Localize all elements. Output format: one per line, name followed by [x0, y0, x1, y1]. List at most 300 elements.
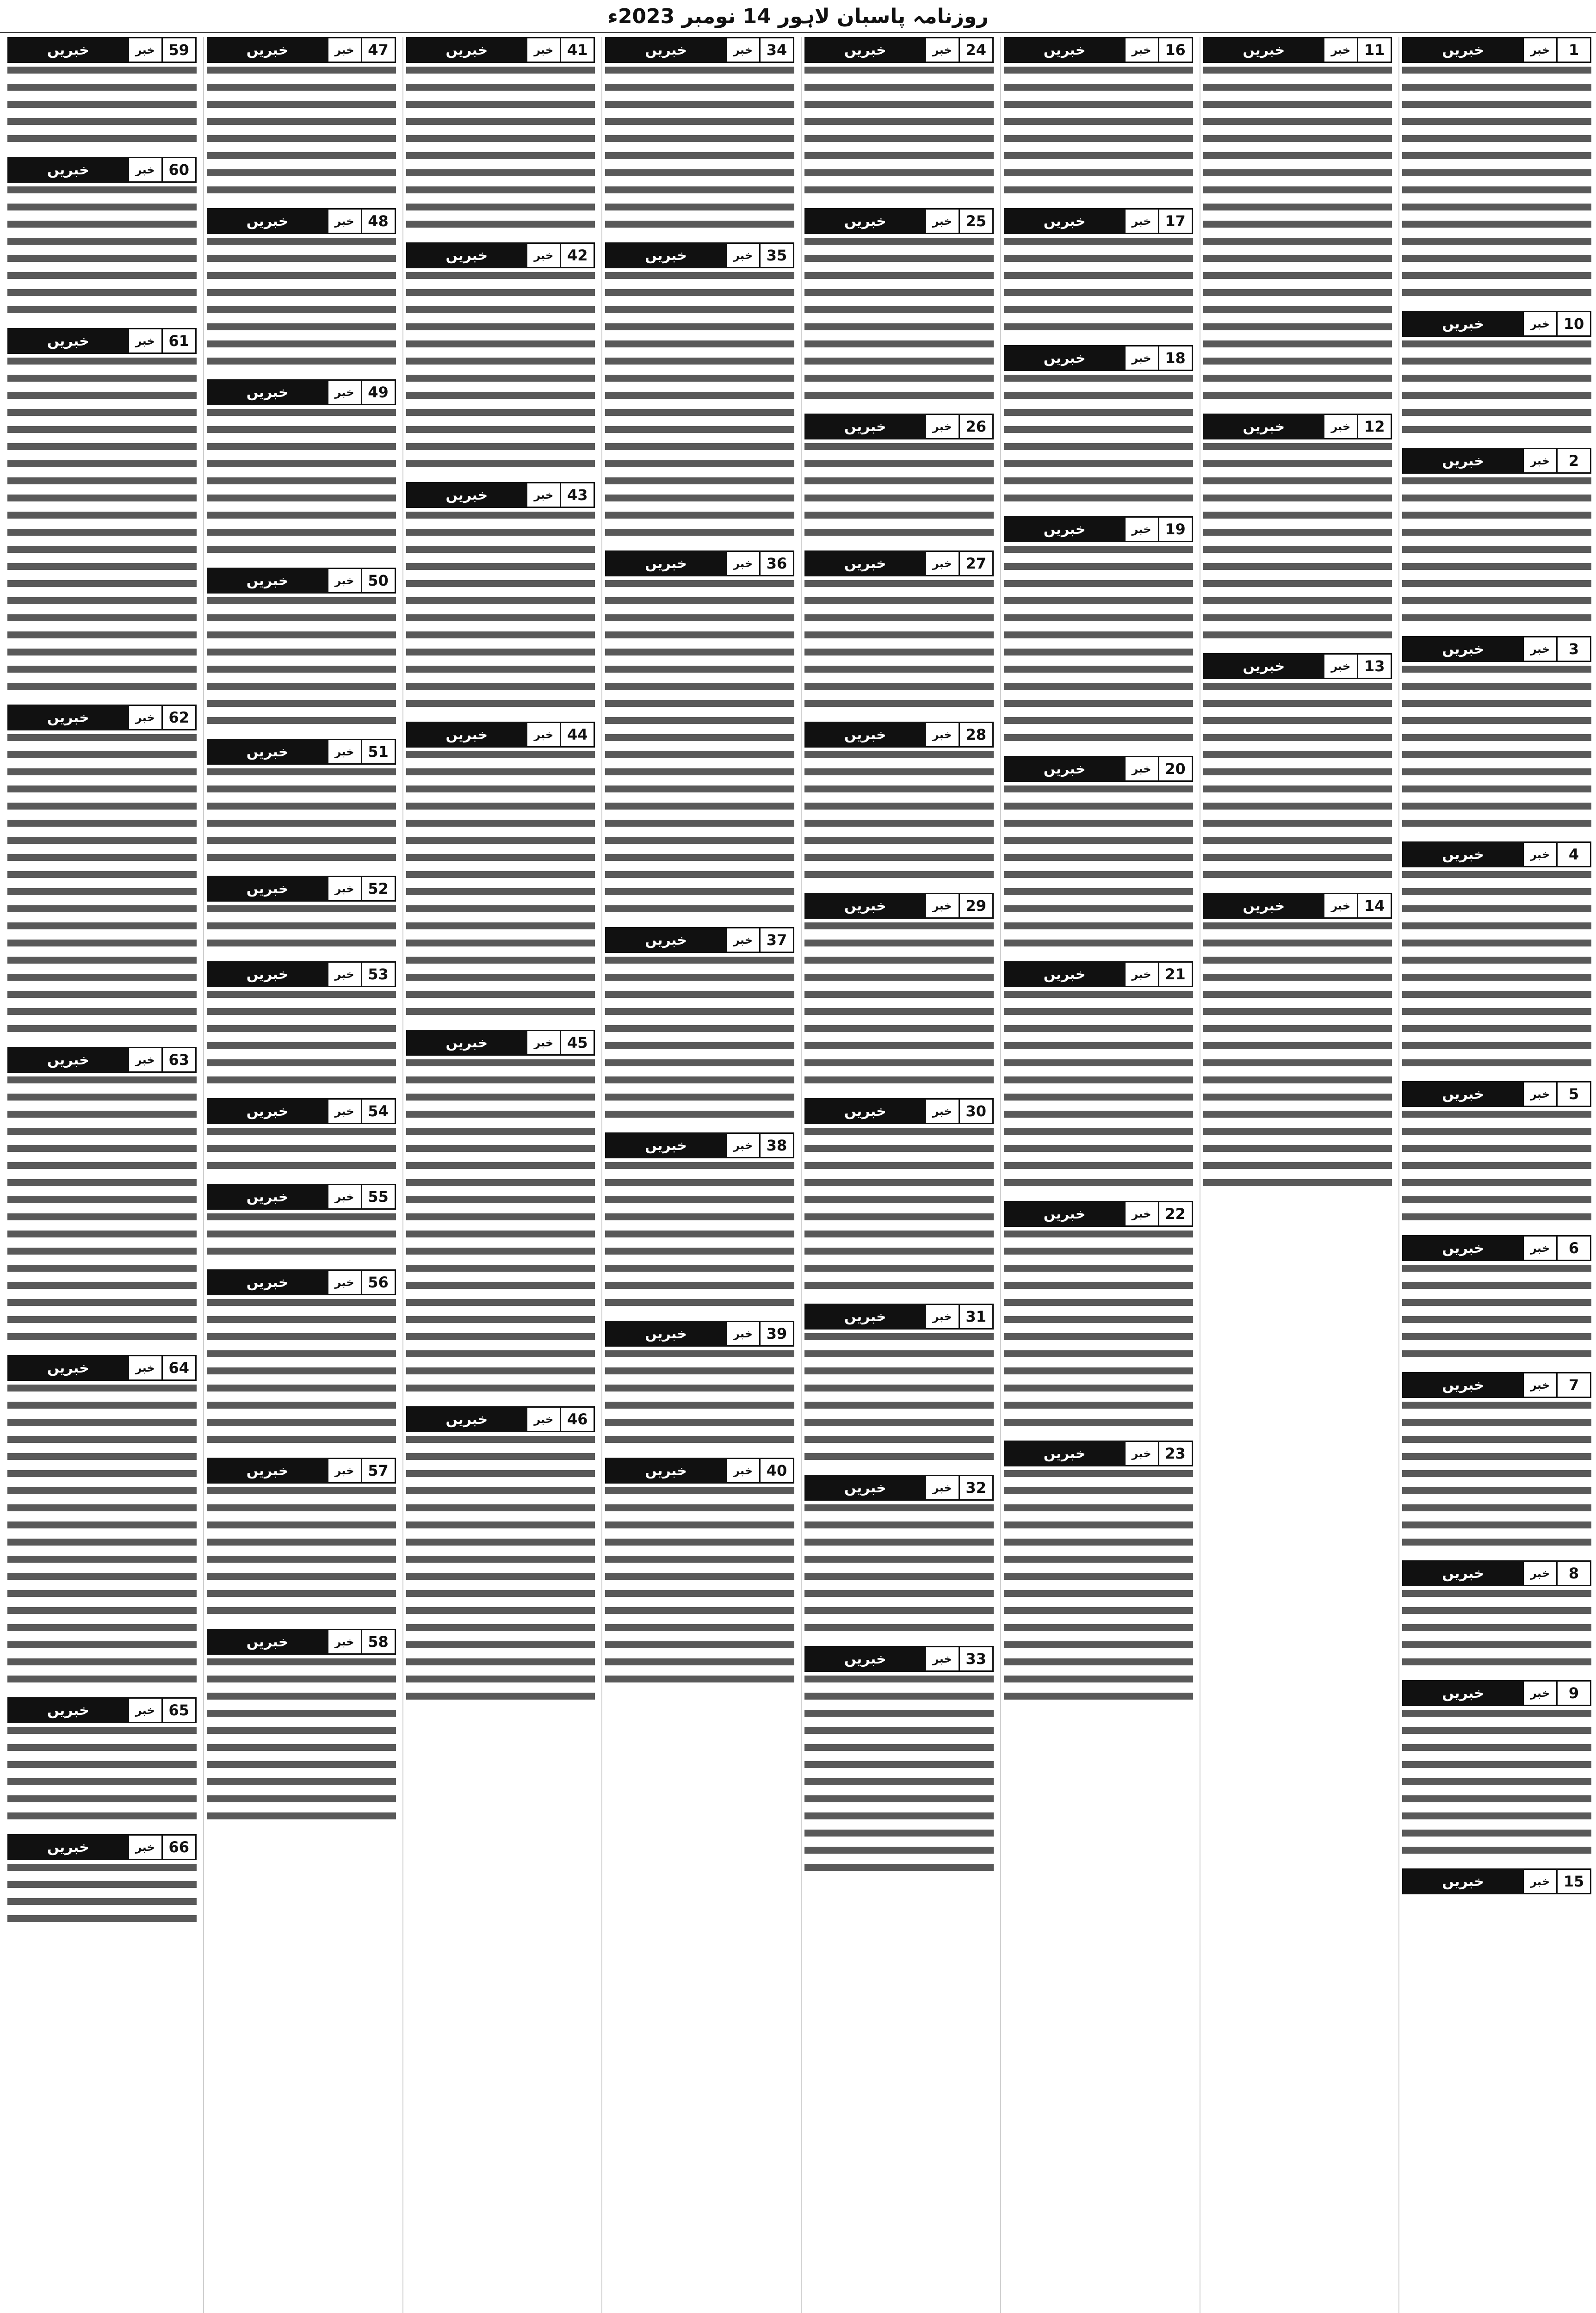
news-item-logo: خبر	[925, 1476, 960, 1499]
news-item-logo: خبر	[925, 38, 960, 62]
news-item	[605, 242, 794, 544]
news-item-number: 23	[1159, 1442, 1192, 1465]
news-item-body	[1402, 337, 1591, 441]
news-item-number: 66	[163, 1836, 195, 1859]
news-item-header	[406, 482, 595, 508]
news-item	[804, 1098, 994, 1297]
news-item-header	[7, 705, 197, 730]
news-item	[207, 208, 396, 373]
news-item-label: خبریں	[208, 569, 327, 592]
news-item	[1203, 414, 1392, 647]
news-item-header	[1402, 37, 1591, 63]
news-item-logo: خبر	[1124, 210, 1159, 233]
news-item-label: خبریں	[1404, 1373, 1522, 1397]
news-item	[406, 37, 595, 236]
news-item-label: خبریں	[806, 38, 925, 62]
news-item-number: 48	[362, 210, 395, 233]
news-item-header	[1004, 1201, 1193, 1227]
news-item-number: 16	[1159, 38, 1192, 62]
news-item-label: خبریں	[806, 1647, 925, 1670]
news-item-label: خبریں	[1205, 655, 1324, 678]
news-item-label: خبریں	[1205, 38, 1324, 62]
news-item-label: خبریں	[408, 38, 526, 62]
news-item-label: خبریں	[806, 552, 925, 575]
news-item-logo: خبر	[526, 244, 561, 267]
news-item-logo: خبر	[725, 38, 761, 62]
news-item-logo: خبر	[327, 1185, 362, 1208]
news-item-body	[406, 268, 595, 476]
news-item-label: خبریں	[1404, 312, 1522, 335]
news-item	[406, 242, 595, 476]
news-item-label: خبریں	[208, 1459, 327, 1482]
news-item-label: خبریں	[1404, 38, 1522, 62]
news-item	[1402, 841, 1591, 1075]
news-item	[1203, 37, 1392, 407]
news-item-logo: خبر	[327, 569, 362, 592]
news-item-logo: خبر	[327, 1459, 362, 1482]
news-column	[402, 37, 595, 2313]
news-item-header	[1402, 841, 1591, 867]
news-item-body	[1402, 1706, 1591, 1862]
news-item-number: 42	[561, 244, 594, 267]
news-item-header	[1203, 414, 1392, 439]
news-item-logo: خبر	[1522, 1082, 1558, 1106]
news-item-number: 34	[761, 38, 793, 62]
news-item-label: خبریں	[806, 1476, 925, 1499]
news-item-header	[605, 1321, 794, 1347]
news-item-header	[207, 739, 396, 765]
news-item-header	[7, 328, 197, 354]
news-item-label: خبریں	[1005, 1202, 1124, 1225]
news-item-body	[207, 1295, 396, 1451]
news-item	[1004, 961, 1193, 1194]
news-item-logo: خبر	[128, 1048, 163, 1071]
news-item-number: 63	[163, 1048, 195, 1071]
news-item-logo: خبر	[925, 894, 960, 917]
news-item-logo: خبر	[327, 1271, 362, 1294]
news-item-logo: خبر	[1522, 1562, 1558, 1585]
news-item-body	[7, 354, 197, 698]
news-item	[605, 37, 794, 236]
news-item-body	[1004, 63, 1193, 202]
news-item-body	[804, 576, 994, 715]
news-item-logo: خبر	[725, 244, 761, 267]
news-item-body	[1004, 1227, 1193, 1434]
news-item-body	[1402, 1894, 1591, 1896]
news-item-number: 5	[1558, 1082, 1590, 1106]
news-item-header	[406, 1030, 595, 1056]
news-item-logo: خبر	[1522, 1237, 1558, 1260]
news-item-body	[1004, 542, 1193, 749]
news-item-number: 28	[960, 723, 992, 746]
news-item-number: 38	[761, 1134, 793, 1157]
news-item	[406, 1030, 595, 1400]
news-item-header	[605, 1132, 794, 1158]
news-item-body	[207, 1484, 396, 1622]
news-item-label: خبریں	[1404, 637, 1522, 661]
news-item-header	[1004, 516, 1193, 542]
news-column	[1000, 37, 1193, 2313]
news-item-logo: خبر	[128, 706, 163, 729]
news-column	[1398, 37, 1591, 2313]
news-item-label: خبریں	[208, 1100, 327, 1123]
news-item	[804, 1646, 994, 1879]
news-item-header	[207, 1098, 396, 1124]
news-item-label: خبریں	[9, 158, 128, 181]
news-item-label: خبریں	[408, 723, 526, 746]
news-item-number: 31	[960, 1305, 992, 1328]
news-item-number: 27	[960, 552, 992, 575]
news-item	[207, 1458, 396, 1622]
news-item-header	[1402, 1868, 1591, 1894]
news-item	[1203, 653, 1392, 886]
news-item	[1004, 1441, 1193, 1708]
news-item	[605, 1458, 794, 1691]
news-column	[1200, 37, 1392, 2313]
news-item-label: خبریں	[606, 928, 725, 952]
news-item-header	[7, 1047, 197, 1073]
news-item-number: 32	[960, 1476, 992, 1499]
news-item-logo: خبر	[1124, 1442, 1159, 1465]
news-item-header	[1402, 448, 1591, 474]
news-item-logo: خبر	[725, 552, 761, 575]
news-item-logo: خبر	[327, 877, 362, 900]
news-item-logo: خبر	[1522, 1373, 1558, 1397]
news-item-logo: خبر	[725, 928, 761, 952]
news-item	[1402, 636, 1591, 835]
news-item	[7, 705, 197, 1040]
news-item-number: 19	[1159, 518, 1192, 541]
news-item-header	[605, 927, 794, 953]
news-item-header	[207, 568, 396, 594]
news-item-body	[1004, 1466, 1193, 1708]
news-item-logo: خبر	[1124, 38, 1159, 62]
news-item	[1402, 1560, 1591, 1674]
news-item-number: 6	[1558, 1237, 1590, 1260]
news-item-number: 33	[960, 1647, 992, 1670]
news-item	[804, 414, 994, 544]
news-item-number: 65	[163, 1699, 195, 1722]
news-item	[406, 482, 595, 715]
news-item-header	[804, 1475, 994, 1501]
news-item-body	[804, 1330, 994, 1468]
news-item-label: خبریں	[806, 894, 925, 917]
news-item	[207, 1629, 396, 1828]
news-item-body	[1402, 63, 1591, 304]
news-item-number: 62	[163, 706, 195, 729]
news-item-logo: خبر	[925, 415, 960, 438]
news-item-logo: خبر	[925, 1305, 960, 1328]
news-item-body	[1203, 439, 1392, 647]
news-item-header	[207, 1458, 396, 1484]
news-item	[605, 1321, 794, 1451]
news-item-label: خبریں	[606, 552, 725, 575]
news-item-number: 21	[1159, 963, 1192, 986]
news-item-body	[1004, 987, 1193, 1194]
news-item-header	[1004, 1441, 1193, 1466]
news-item-number: 47	[362, 38, 395, 62]
news-item-body	[1402, 1586, 1591, 1674]
news-item	[207, 739, 396, 869]
news-item	[1402, 1868, 1591, 1896]
news-item-label: خبریں	[806, 723, 925, 746]
news-item-number: 58	[362, 1630, 395, 1653]
news-item	[207, 379, 396, 561]
news-item-body	[1203, 919, 1392, 1194]
news-item-label: خبریں	[1404, 1682, 1522, 1705]
news-item	[1402, 37, 1591, 304]
news-item-number: 18	[1159, 346, 1192, 370]
news-item-body	[1402, 1107, 1591, 1229]
news-item-number: 55	[362, 1185, 395, 1208]
news-item-number: 11	[1358, 38, 1391, 62]
news-item-number: 25	[960, 210, 992, 233]
news-item-number: 22	[1159, 1202, 1192, 1225]
news-item-body	[605, 63, 794, 236]
news-item-logo: خبر	[925, 723, 960, 746]
news-item-header	[1402, 311, 1591, 337]
news-item	[1004, 345, 1193, 510]
news-item-number: 54	[362, 1100, 395, 1123]
news-item-header	[804, 550, 994, 576]
news-item-label: خبریں	[408, 244, 526, 267]
news-item	[406, 722, 595, 1023]
news-item-header	[1402, 1560, 1591, 1586]
news-item-body	[1402, 867, 1591, 1075]
news-item-logo: خبر	[1522, 449, 1558, 472]
news-item	[804, 1475, 994, 1639]
news-item-body	[804, 63, 994, 202]
news-item	[7, 37, 197, 150]
news-item-number: 64	[163, 1356, 195, 1379]
news-item-label: خبریں	[606, 38, 725, 62]
news-item	[7, 1834, 197, 1930]
news-item-number: 20	[1159, 757, 1192, 780]
news-item-body	[406, 1056, 595, 1400]
news-item-logo: خبر	[526, 723, 561, 746]
news-item-header	[804, 722, 994, 748]
news-item-body	[1004, 371, 1193, 510]
news-item-logo: خبر	[128, 329, 163, 353]
news-item-logo: خبر	[725, 1322, 761, 1345]
news-item-body	[207, 902, 396, 955]
news-item	[207, 876, 396, 955]
news-item-label: خبریں	[9, 1356, 128, 1379]
news-item-number: 60	[163, 158, 195, 181]
news-item-number: 41	[561, 38, 594, 62]
news-item-header	[406, 722, 595, 748]
news-item-body	[804, 1124, 994, 1297]
news-item-logo: خبر	[327, 210, 362, 233]
news-item-logo: خبر	[1522, 637, 1558, 661]
news-item-number: 40	[761, 1459, 793, 1482]
news-item	[605, 1132, 794, 1314]
news-item	[1402, 1680, 1591, 1862]
news-column	[801, 37, 994, 2313]
news-item	[1402, 1081, 1591, 1229]
news-item	[1402, 448, 1591, 630]
news-item-number: 24	[960, 38, 992, 62]
news-item-label: خبریں	[9, 38, 128, 62]
news-item-header	[207, 37, 396, 63]
news-item	[7, 1355, 197, 1691]
news-item-number: 13	[1358, 655, 1391, 678]
news-item-body	[605, 1158, 794, 1314]
news-item-logo: خبر	[327, 1630, 362, 1653]
news-item-logo: خبر	[128, 1836, 163, 1859]
news-item-label: خبریں	[408, 1408, 526, 1431]
news-item-label: خبریں	[208, 877, 327, 900]
news-item-label: خبریں	[208, 1185, 327, 1208]
news-item-number: 52	[362, 877, 395, 900]
news-item-header	[605, 550, 794, 576]
news-item-label: خبریں	[1005, 757, 1124, 780]
news-item-number: 2	[1558, 449, 1590, 472]
news-item-body	[207, 765, 396, 869]
news-item-label: خبریں	[1005, 38, 1124, 62]
news-item-label: خبریں	[408, 483, 526, 507]
news-item-body	[804, 1672, 994, 1879]
news-item-logo: خبر	[925, 1100, 960, 1123]
news-item-label: خبریں	[806, 210, 925, 233]
news-item-body	[1402, 662, 1591, 835]
news-item-header	[804, 1646, 994, 1672]
news-item	[207, 1184, 396, 1263]
news-item-logo: خبر	[128, 38, 163, 62]
news-item-number: 39	[761, 1322, 793, 1345]
news-item-logo: خبر	[526, 483, 561, 507]
news-item-body	[7, 1860, 197, 1930]
news-item-logo: خبر	[128, 1356, 163, 1379]
news-item	[1203, 893, 1392, 1194]
news-item-body	[804, 1501, 994, 1639]
news-item-number: 49	[362, 381, 395, 404]
news-item-header	[1203, 893, 1392, 919]
news-item-label: خبریں	[806, 415, 925, 438]
news-item-body	[605, 953, 794, 1126]
news-item-label: خبریں	[606, 1459, 725, 1482]
news-item-header	[1004, 208, 1193, 234]
news-item	[7, 328, 197, 698]
news-item-number: 37	[761, 928, 793, 952]
news-item-logo: خبر	[526, 38, 561, 62]
news-item-label: خبریں	[9, 706, 128, 729]
news-item-body	[207, 234, 396, 373]
news-item	[804, 893, 994, 1092]
news-item-number: 56	[362, 1271, 395, 1294]
news-item	[804, 208, 994, 407]
news-item-logo: خبر	[1522, 1870, 1558, 1893]
news-item-label: خبریں	[1404, 1237, 1522, 1260]
news-item-number: 30	[960, 1100, 992, 1123]
news-item-logo: خبر	[1522, 38, 1558, 62]
news-item	[1402, 1235, 1591, 1366]
news-item-label: خبریں	[806, 1100, 925, 1123]
news-column	[5, 37, 197, 2313]
news-item-body	[406, 63, 595, 236]
news-item-header	[207, 961, 396, 987]
news-columns	[5, 37, 1591, 2313]
news-item-label: خبریں	[1404, 1870, 1522, 1893]
news-item-logo: خبر	[128, 1699, 163, 1722]
news-item-logo: خبر	[1522, 843, 1558, 866]
news-item-logo: خبر	[925, 210, 960, 233]
news-item-body	[804, 919, 994, 1092]
news-item-label: خبریں	[1404, 843, 1522, 866]
news-item	[207, 37, 396, 202]
news-item-number: 46	[561, 1408, 594, 1431]
news-item	[7, 157, 197, 322]
news-item-number: 17	[1159, 210, 1192, 233]
news-item-header	[1004, 37, 1193, 63]
news-item-label: خبریں	[208, 1630, 327, 1653]
news-item-logo: خبر	[1124, 518, 1159, 541]
news-item-number: 9	[1558, 1682, 1590, 1705]
news-item-body	[605, 1484, 794, 1691]
news-item-header	[207, 208, 396, 234]
news-item-label: خبریں	[1205, 894, 1324, 917]
news-item-label: خبریں	[1005, 210, 1124, 233]
news-item-logo: خبر	[327, 38, 362, 62]
news-item-logo: خبر	[128, 158, 163, 181]
news-item-body	[1203, 679, 1392, 886]
news-item-number: 61	[163, 329, 195, 353]
news-item-body	[804, 234, 994, 407]
news-item-number: 15	[1558, 1870, 1590, 1893]
news-item-header	[7, 37, 197, 63]
news-item-label: خبریں	[9, 1699, 128, 1722]
masthead-title: روزنامہ پاسبان لاہور 14 نومبر 2023ء	[607, 4, 989, 28]
news-item	[1004, 37, 1193, 202]
news-item-logo: خبر	[1323, 655, 1358, 678]
news-item-header	[1004, 961, 1193, 987]
news-item-logo: خبر	[725, 1134, 761, 1157]
news-item-header	[804, 208, 994, 234]
news-item-header	[1402, 1081, 1591, 1107]
news-item-logo: خبر	[526, 1408, 561, 1431]
news-item-logo: خبر	[725, 1459, 761, 1482]
news-item-label: خبریں	[806, 1305, 925, 1328]
news-item-body	[7, 730, 197, 1040]
news-item-body	[207, 1210, 396, 1263]
news-item-header	[605, 242, 794, 268]
news-item-logo: خبر	[1522, 312, 1558, 335]
news-column	[203, 37, 396, 2313]
news-item-header	[1402, 636, 1591, 662]
news-item-body	[207, 1124, 396, 1177]
news-item-label: خبریں	[1005, 518, 1124, 541]
news-item-body	[804, 748, 994, 886]
news-item-number: 1	[1558, 38, 1590, 62]
news-item-logo: خبر	[327, 740, 362, 763]
news-item-header	[1203, 653, 1392, 679]
masthead	[0, 0, 1596, 34]
news-item-body	[1004, 782, 1193, 955]
news-item-label: خبریں	[1404, 449, 1522, 472]
news-item	[207, 568, 396, 732]
news-item-body	[605, 576, 794, 921]
news-item-body	[804, 439, 994, 544]
news-item-label: خبریں	[606, 1322, 725, 1345]
news-item-header	[207, 876, 396, 902]
news-item-number: 53	[362, 963, 395, 986]
news-item-header	[605, 1458, 794, 1484]
news-item	[1004, 1201, 1193, 1434]
news-item-label: خبریں	[606, 1134, 725, 1157]
news-item-header	[804, 414, 994, 439]
news-item-header	[1004, 345, 1193, 371]
news-item-logo: خبر	[327, 381, 362, 404]
